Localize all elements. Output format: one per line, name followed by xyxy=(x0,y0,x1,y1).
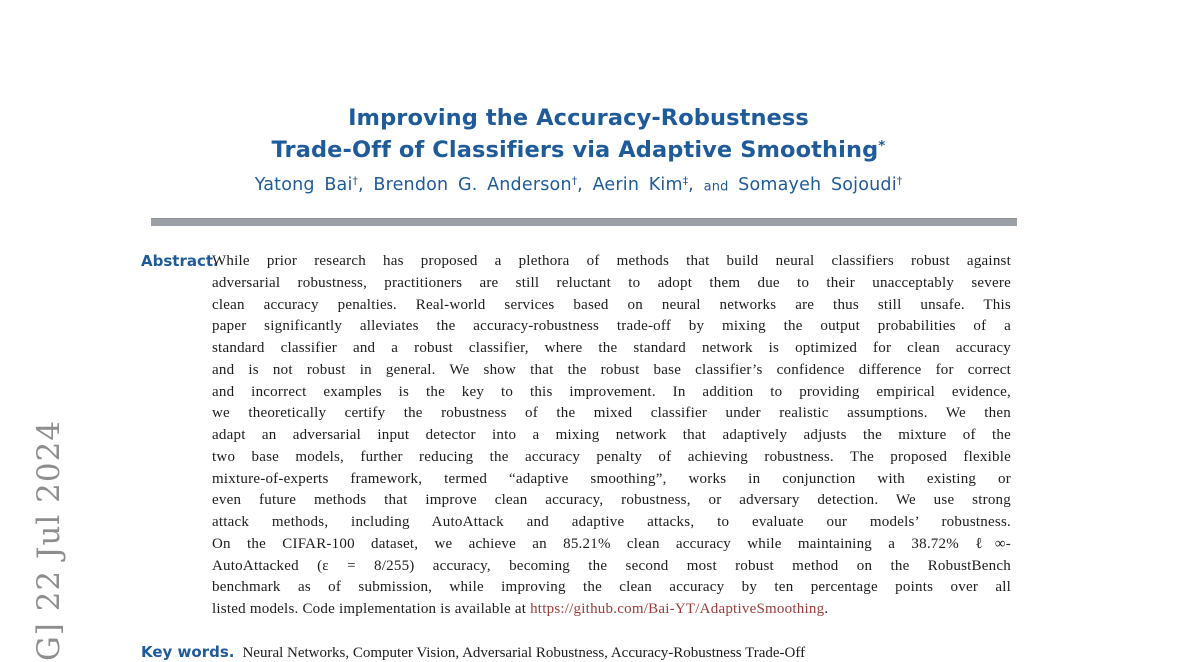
paper-title-line1: Improving the Accuracy-Robustness xyxy=(348,105,809,131)
paper-title xyxy=(141,104,1016,164)
abstract-line: and incorrect examples is the key to this improvement. In addition to providing empirical evidence, xyxy=(212,383,1011,400)
author-name: Brendon G. Anderson†, xyxy=(373,175,593,196)
abstract-line: attack methods, including AutoAttack and adaptive attacks, to evaluate our models’ robustness. xyxy=(212,514,1011,530)
authors-conjunction: and xyxy=(703,179,729,195)
author-name: Aerin Kim‡, xyxy=(592,175,704,196)
title-footnote-marker: * xyxy=(878,138,886,154)
keywords-line xyxy=(141,643,1016,662)
abstract-line: two base models, further reducing the accuracy penalty of achieving robustness. The proposed flexible xyxy=(212,448,1011,465)
abstract-label: Abstract. xyxy=(141,252,219,270)
keywords-label: Key words. xyxy=(141,643,235,661)
abstract-line: we theoretically certify the robustness of the mixed classifier under realistic assumptions. We then xyxy=(212,405,1011,422)
abstract-line: mixture-of-experts framework, termed “adaptive smoothing”, works in conjunction with existing or xyxy=(212,470,1011,487)
abstract-line: While prior research has proposed a plethora of methods that build neural classifiers robust against xyxy=(212,253,1011,269)
abstract-line: even future methods that improve clean accuracy, robustness, or adversary detection. We use strong xyxy=(212,492,1011,509)
author-affiliation-marker: † xyxy=(571,175,578,188)
abstract-line: AutoAttacked (ε = 8/255) accuracy, becoming the second most robust method on the RobustBench xyxy=(212,557,1011,574)
abstract-line: and is not robust in general. We show that the robust base classifier’s confidence difference for correct xyxy=(212,361,1011,378)
abstract-last-line: listed models. Code implementation is available at https://github.com/Bai-YT/AdaptiveSmoothing. xyxy=(212,601,829,617)
author-affiliation-marker: † xyxy=(352,175,358,188)
authors-line xyxy=(141,175,1016,195)
author-name: Yatong Bai†, xyxy=(254,175,374,196)
keywords-text: Neural Networks, Computer Vision, Adversarial Robustness, Accuracy-Robustness Trade-Off xyxy=(242,645,806,661)
github-link[interactable]: https://github.com/Bai-YT/AdaptiveSmoothing xyxy=(530,601,825,617)
abstract-line: paper significantly alleviates the accuracy-robustness trade-off by mixing the output probabilities of a xyxy=(212,318,1011,335)
author-affiliation-marker: ‡ xyxy=(682,175,689,188)
author-affiliation-marker: † xyxy=(896,175,903,188)
abstract-line: clean accuracy penalties. Real-world services based on neural networks are thus still unsafe. This xyxy=(212,296,1011,313)
arxiv-watermark: G] 22 Jul 2024 xyxy=(31,419,67,661)
title-divider-rule xyxy=(151,218,1017,226)
abstract-line: On the CIFAR-100 dataset, we achieve an 85.21% clean accuracy while maintaining a 38.72% ℓ∞- xyxy=(212,535,1011,552)
abstract-line: adversarial robustness, practitioners are still reluctant to adopt them due to their unacceptably severe xyxy=(212,274,1011,291)
paper-title-line2: Trade-Off of Classifiers via Adaptive Smoothing* xyxy=(271,136,886,163)
abstract-line: standard classifier and a robust classifier, where the standard network is optimized for clean accuracy xyxy=(212,340,1011,356)
abstract-body xyxy=(212,251,1011,621)
author-name: Somayeh Sojoudi† xyxy=(738,175,903,196)
abstract-line: benchmark as of submission, while improving the clean accuracy by ten percentage points over all xyxy=(212,579,1011,596)
abstract-line: adapt an adversarial input detector into a mixing network that adaptively adjusts the mixture of the xyxy=(212,427,1011,443)
